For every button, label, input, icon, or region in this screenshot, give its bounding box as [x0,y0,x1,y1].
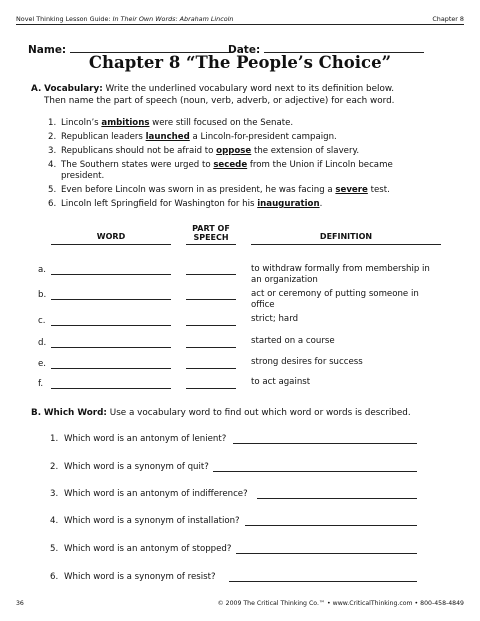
section-b-instructions [31,408,471,420]
vocab-word: inauguration [257,199,320,209]
date-label: Date: [228,44,261,56]
copyright: © 2009 The Critical Thinking Co.™ • www.CriticalThinking.com • 800-458-4849 [217,600,464,607]
sentence-2: 2. Republican leaders launched a Lincoln-for-president campaign. [48,132,337,142]
header-rule [16,24,464,25]
word-answer-line[interactable] [51,274,171,275]
pos-answer-line[interactable] [186,388,236,389]
section-a-line1: Write the underlined vocabulary word next to its definition below. [105,84,395,94]
word-answer-line[interactable] [51,347,171,348]
column-header-part-of-speech: PART OF SPEECH [192,224,230,242]
pos-answer-line[interactable] [186,299,236,300]
section-b-instruction: Use a vocabulary word to find out which word or words is described. [109,408,411,418]
word-answer-line[interactable] [51,368,171,369]
pos-answer-line[interactable] [186,325,236,326]
name-line[interactable] [70,43,233,53]
pos-answer-line[interactable] [186,347,236,348]
sentence-5: 5. Even before Lincoln was sworn in as president, he was facing a severe test. [48,185,390,195]
pos-answer-line[interactable] [186,274,236,275]
name-label: Name: [28,44,67,56]
answer-line[interactable] [245,525,417,526]
vocab-word: severe [335,185,368,195]
section-a-heading: Vocabulary: [44,84,103,94]
vocab-word: ambitions [101,118,150,128]
section-b-letter: B. [31,408,42,418]
column-rule [251,244,441,245]
answer-line[interactable] [236,553,417,554]
answer-line[interactable] [257,498,417,499]
word-answer-line[interactable] [51,388,171,389]
sentence-6: 6. Lincoln left Springfield for Washington for his inauguration. [48,199,323,209]
answer-line[interactable] [229,581,417,582]
sentence-1: 1. Lincoln’s ambitions were still focused on the Senate. [48,118,294,128]
vocab-word: secede [213,160,248,170]
answer-line[interactable] [233,443,417,444]
word-answer-line[interactable] [51,299,171,300]
word-answer-line[interactable] [51,325,171,326]
header-book-title: In Their Own Words: Abraham Lincoln [112,15,234,23]
column-rule [186,244,236,245]
column-header-definition: DEFINITION [319,232,373,241]
section-a-letter: A. [31,84,42,94]
date-line[interactable] [264,43,424,53]
answer-line[interactable] [213,471,417,472]
page-number: 36 [16,600,24,607]
header-prefix: Novel Thinking Lesson Guide: [16,15,113,23]
sentence-4: 4. The Southern states were urged to secede from the Union if Lincoln became president. [48,160,393,181]
section-a-line2: Then name the part of speech (noun, verb, adverb, or adjective) for each word. [44,95,395,106]
column-rule [51,244,171,245]
page-title: Chapter 8 “The People’s Choice” [88,53,392,72]
pos-answer-line[interactable] [186,368,236,369]
section-a-instructions [31,84,461,107]
sentence-3: 3. Republicans should not be afraid to oppose the extension of slavery. [48,146,360,156]
vocab-word: oppose [216,146,252,156]
column-header-word: WORD [96,232,126,241]
vocab-word: launched [145,132,190,142]
section-b-heading: Which Word: [43,408,107,418]
running-header [16,15,233,23]
header-chapter: Chapter 8 [432,15,464,23]
